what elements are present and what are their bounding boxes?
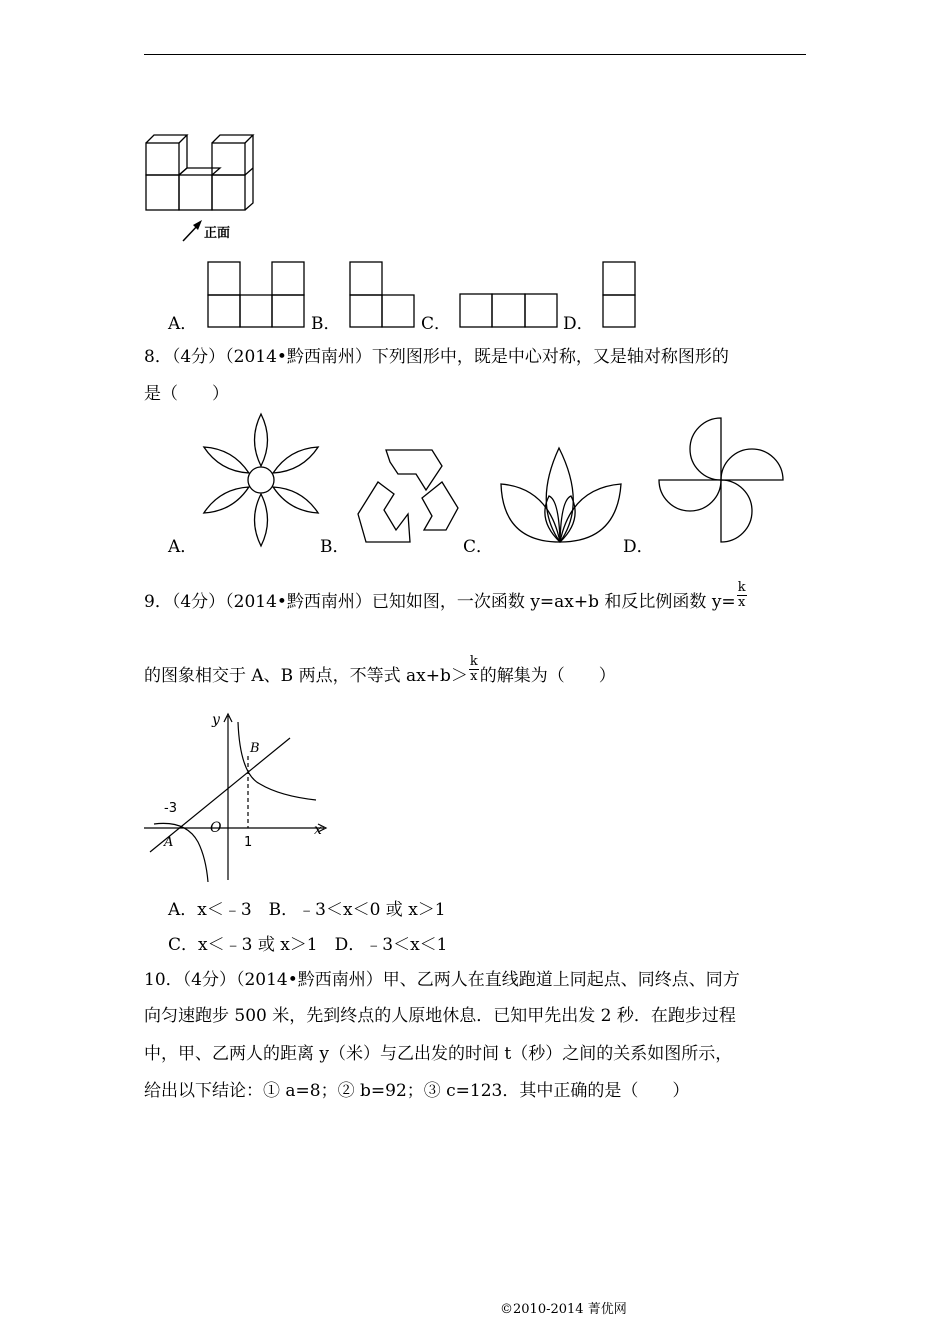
x-axis-label: x — [314, 822, 322, 838]
q9-line2-text-b: 的解集为（ ） — [479, 666, 616, 686]
q9-line2-text-a: 的图象相交于 A、B 两点，不等式 ax+b＞ — [144, 666, 468, 686]
q8-option-b-letter: B． — [320, 537, 350, 557]
q9-line2 — [144, 654, 616, 688]
q8-option-c-letter: C． — [463, 537, 494, 557]
q7-solid-figure — [140, 128, 270, 218]
q9-options-row2: C．x＜﹣3 或 x＞1 D．﹣3＜x＜1 — [168, 935, 448, 955]
tick-label-neg3: -3 — [164, 801, 177, 816]
q9-frac-den: x — [737, 595, 746, 610]
q9-line1-text: 9．（4分）（2014•黔西南州）已知如图，一次函数 y=ax+b 和反比例函数 y= — [144, 592, 736, 612]
front-label: 正面 — [204, 226, 231, 241]
hyperbola-branch-right — [238, 722, 316, 800]
q8-line2: 是（ ） — [144, 384, 229, 404]
hyperbola-branch-left — [154, 823, 208, 882]
tick-label-1: 1 — [244, 835, 253, 850]
page-footer: ©2010-2014 菁优网 — [500, 1302, 627, 1317]
q7-option-a-letter: A． — [168, 314, 198, 334]
q8-option-d-pinwheel — [657, 416, 787, 546]
q7-option-d-figure — [602, 261, 638, 329]
q7-option-d-letter: D． — [563, 314, 594, 334]
q9-function-graph — [140, 708, 332, 888]
q8-line1: 8．（4分）（2014•黔西南州）下列图形中，既是中心对称，又是轴对称图形的 — [144, 347, 729, 367]
q9-line1 — [144, 580, 748, 614]
q8-option-a-flower — [199, 414, 323, 546]
y-axis-label: y — [212, 712, 220, 728]
q7-option-c-letter: C． — [421, 314, 452, 334]
q8-option-a-letter: A． — [168, 537, 198, 557]
q10-line4: 给出以下结论：① a=8；② b=92；③ c=123．其中正确的是（ ） — [144, 1081, 690, 1101]
q10-line1: 10．（4分）（2014•黔西南州）甲、乙两人在直线跑道上同起点、同终点、同方 — [144, 970, 740, 990]
q10-line3: 中，甲、乙两人的距离 y（米）与乙出发的时间 t（秒）之间的关系如图所示， — [144, 1044, 733, 1064]
q8-option-b-recycle — [354, 444, 460, 546]
q7-option-b-letter: B． — [311, 314, 341, 334]
q9-frac2-den: x — [470, 669, 478, 684]
origin-label: O — [210, 820, 222, 836]
point-b-label: B — [250, 741, 260, 756]
q7-option-b-figure — [349, 261, 419, 329]
q7-option-a-figure — [207, 261, 307, 329]
q9-frac2-num: k — [469, 654, 478, 669]
q7-option-c-figure — [459, 293, 561, 329]
q8-option-d-letter: D． — [623, 537, 654, 557]
q9-fraction-k-over-x — [737, 581, 747, 610]
q9-options-row1: A．x＜﹣3 B．﹣3＜x＜0 或 x＞1 — [168, 900, 446, 920]
front-arrow-icon — [180, 218, 204, 244]
q8-option-c-lotus — [499, 444, 625, 546]
q9-frac-num: k — [737, 580, 746, 595]
q10-line2: 向匀速跑步 500 米，先到终点的人原地休息．已知甲先出发 2 秒．在跑步过程 — [144, 1006, 736, 1026]
header-rule — [144, 54, 806, 55]
q9-fraction-k-over-x-2 — [469, 655, 479, 684]
point-a-label: A — [164, 835, 174, 850]
